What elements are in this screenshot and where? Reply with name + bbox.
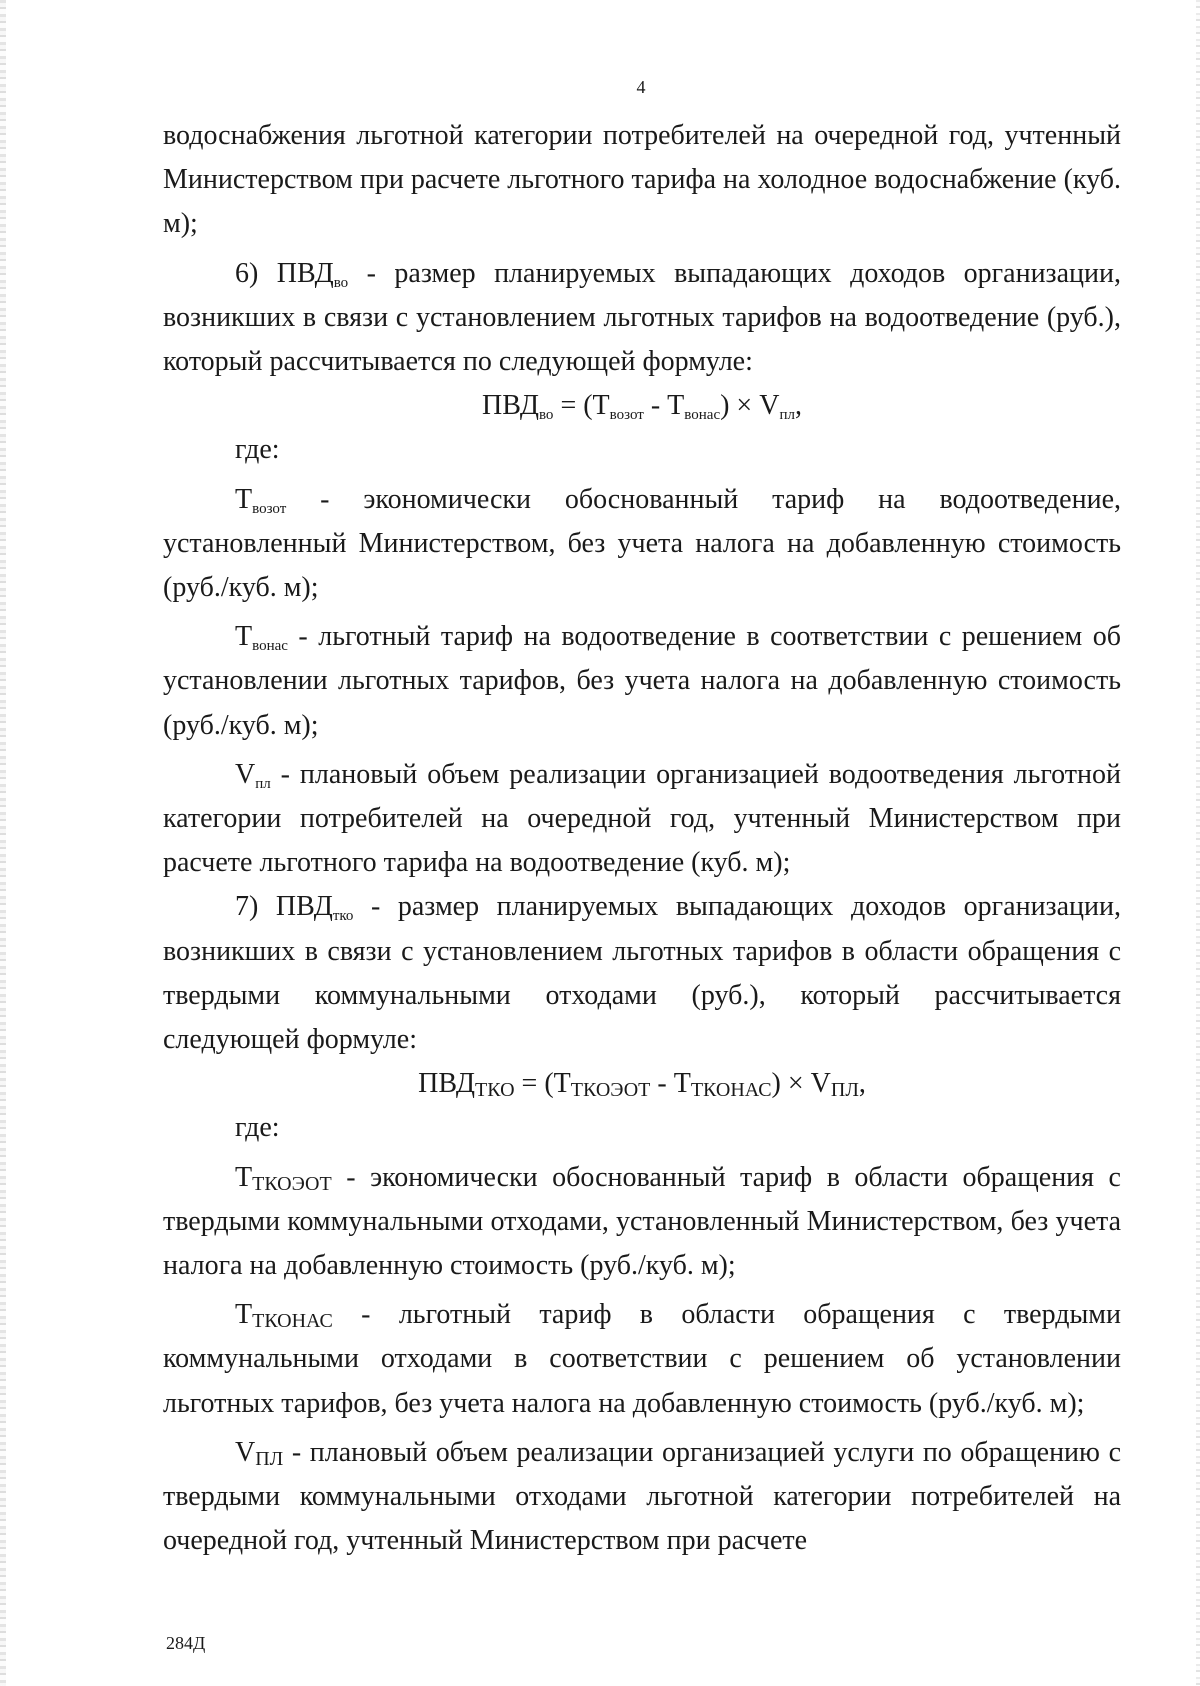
def-v-pl-water-symbol: V [235, 758, 256, 790]
def-v-pl-waste-symbol: V [235, 1436, 256, 1468]
item-7-text: - размер планируемых выпадающих доходов организации, возникших в связи с установлением льготных тарифов в области обращения с твердыми коммунальными отходами (руб.), который рассчитывается следующей формуле: [163, 891, 1121, 1056]
item-7-lead: 7) ПВД [235, 891, 333, 923]
def-t-tkonas-text: - льготный тариф в области обращения с твердыми коммунальными отходами в соответствии с решением об установлении льготных тарифов, без учета налога на добавленную стоимость (руб./куб. м); [163, 1299, 1121, 1419]
definition-v-pl-water [163, 753, 1121, 886]
paragraph-item-6 [163, 252, 1121, 385]
document-footer-code: 284Д [166, 1633, 206, 1653]
formula2-eq-open: = (Т [514, 1068, 571, 1100]
definition-v-pl-waste [163, 1431, 1121, 1564]
def-t-tkonas-symbol: Т [235, 1299, 253, 1331]
definition-t-vozot [163, 478, 1121, 611]
def-t-tkonas-subscript: ТКОНАС [252, 1310, 333, 1333]
formula1-t2-subscript: вонас [684, 407, 721, 424]
item-7-subscript: тко [332, 908, 354, 925]
formula2-close-times: ) × V [771, 1068, 831, 1100]
def-t-vonas-subscript: вонас [252, 638, 288, 655]
formula-solid-waste [163, 1062, 1121, 1106]
def-t-vonas-text: - льготный тариф на водоотведение в соответствии с решением об установлении льготных тарифов, без учета налога на добавленную стоимость (руб./куб. м); [163, 621, 1121, 741]
formula2-lhs-subscript: ТКО [475, 1079, 515, 1102]
formula1-minus: - Т [643, 390, 685, 422]
formula-water-disposal [163, 384, 1121, 428]
scan-edge-left [0, 0, 6, 1686]
paragraph-item-7 [163, 885, 1121, 1062]
item-6-subscript: во [333, 274, 349, 291]
def-t-tkoeot-subscript: ТКОЭОТ [252, 1172, 332, 1195]
def-v-pl-water-text: - плановый объем реализации организацией водоотведения льготной категории потребителей на очередной год, учтенный Министерством при расчете льготного тарифа на водоотведение (куб. м); [163, 758, 1121, 879]
def-v-pl-waste-text: - плановый объем реализации организацией услуги по обращению с твердыми коммунальными отходами льготной категории потребителей на очередной год, учтенный Министерством при расчете [163, 1436, 1121, 1557]
formula1-end: , [794, 390, 802, 422]
def-t-tkoeot-text: - экономически обоснованный тариф в области обращения с твердыми коммунальными отходами, установленный Министерством, без учета налога на добавленную стоимость (руб./куб. м); [163, 1161, 1121, 1282]
paragraph-continuation: водоснабжения льготной категории потребителей на очередной год, учтенный Министерством при расчете льготного тарифа на холодное водоснабжение (куб. м); [163, 120, 1121, 240]
formula2-minus: - Т [650, 1068, 691, 1100]
formula2-t1-subscript: ТКОЭОТ [570, 1079, 651, 1102]
formula2-end: , [858, 1068, 866, 1100]
def-t-vozot-text: - экономически обоснованный тариф на водоотведение, установленный Министерством, без учета налога на добавленную стоимость (руб./куб. м); [163, 483, 1121, 604]
def-t-vozot-subscript: возот [252, 500, 287, 517]
def-t-tkoeot-symbol: Т [235, 1161, 253, 1193]
formula1-close-times: ) × V [720, 390, 780, 422]
scan-edge-right [1196, 0, 1200, 1686]
definition-t-tkonas [163, 1293, 1121, 1426]
definition-t-vonas [163, 615, 1121, 748]
formula1-eq-open: = (Т [553, 390, 610, 422]
formula1-t1-subscript: возот [609, 407, 644, 424]
def-t-vonas-symbol: Т [235, 621, 253, 653]
formula2-t2-subscript: ТКОНАС [690, 1079, 772, 1102]
definition-t-tkoeot [163, 1156, 1121, 1289]
formula2-lhs: ПВД [418, 1068, 476, 1100]
where-label-1: где: [235, 434, 280, 466]
def-t-vozot-symbol: Т [235, 483, 253, 515]
document-body [163, 114, 1121, 1564]
formula1-v-subscript: пл [779, 407, 795, 424]
def-v-pl-waste-subscript: ПЛ [255, 1447, 284, 1470]
item-6-lead: 6) ПВД [235, 257, 334, 289]
formula1-lhs: ПВД [482, 390, 539, 422]
formula2-v-subscript: ПЛ [830, 1079, 859, 1102]
page-number: 4 [636, 77, 646, 97]
where-label-2: где: [235, 1112, 280, 1144]
formula1-lhs-subscript: во [538, 407, 554, 424]
item-6-text: - размер планируемых выпадающих доходов организации, возникших в связи с установлением льготных тарифов на водоотведение (руб.), который рассчитывается по следующей формуле: [163, 257, 1121, 378]
def-v-pl-water-subscript: пл [255, 775, 271, 792]
